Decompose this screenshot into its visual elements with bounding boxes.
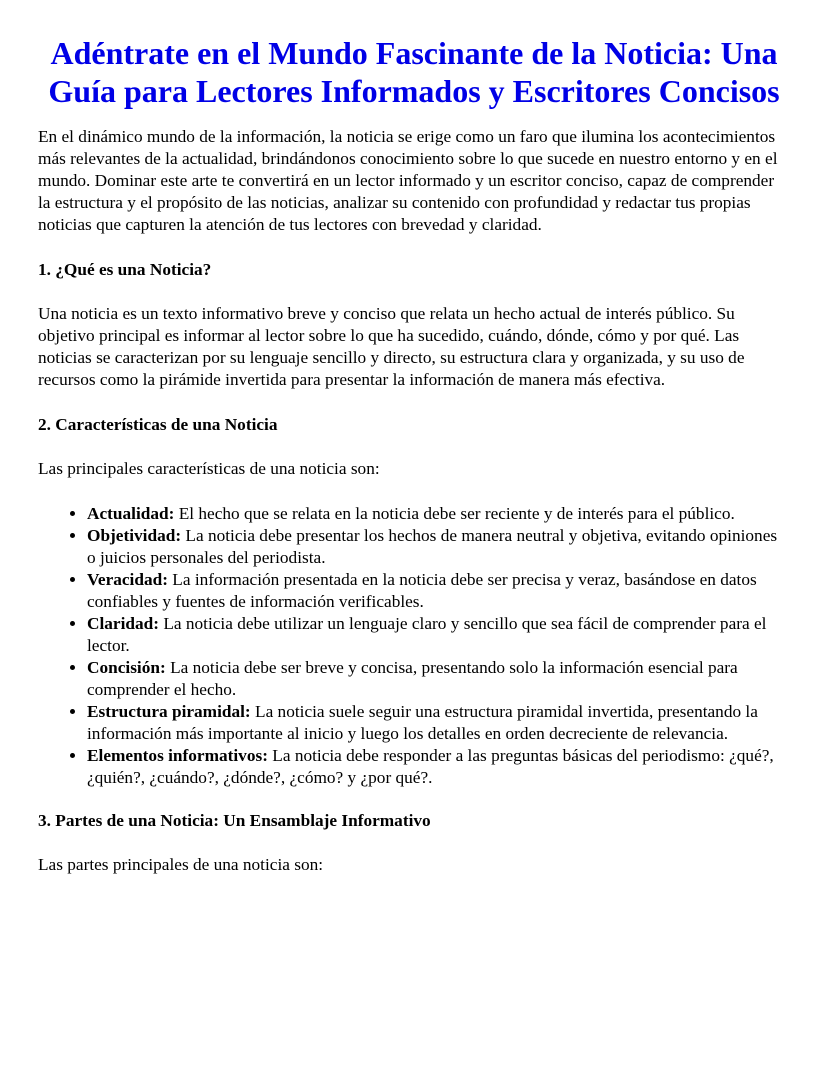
list-item: [87, 613, 790, 657]
section-2-lead: Las principales características de una noticia son:: [38, 459, 380, 478]
section-1-paragraph: Una noticia es un texto informativo breve y conciso que relata un hecho actual de interés público. Su objetivo principal es informar al lector sobre lo que ha sucedido, cuándo, dónde, cómo y por qué. Las noticias se caracterizan por su lenguaje sencillo y directo, su estructura clara y organizada, y su uso de recursos como la pirámide invertida para presentar la información de manera más efectiva.: [38, 304, 745, 389]
list-item-term: Veracidad:: [87, 570, 168, 589]
page-title: Adéntrate en el Mundo Fascinante de la Noticia: Una Guía para Lectores Informados y Escritores Concisos: [48, 35, 780, 109]
list-item-text: El hecho que se relata en la noticia debe ser reciente y de interés para el público.: [174, 504, 735, 523]
list-item-text: La noticia debe utilizar un lenguaje claro y sencillo que sea fácil de comprender para el lector.: [87, 614, 767, 655]
section-1-heading: 1. ¿Qué es una Noticia?: [38, 260, 212, 279]
list-item-term: Actualidad:: [87, 504, 175, 523]
list-item: [87, 657, 790, 701]
list-item-text: La noticia debe presentar los hechos de manera neutral y objetiva, evitando opiniones o juicios personales del periodista.: [87, 526, 778, 567]
list-item: [87, 745, 790, 789]
list-item: [87, 503, 790, 525]
intro-paragraph: En el dinámico mundo de la información, la noticia se erige como un faro que ilumina los acontecimientos más relevantes de la actualidad, brindándonos conocimiento sobre lo que sucede en nuestro entorno y en el mundo. Dominar este arte te convertirá en un lector informado y un escritor conciso, capaz de comprender la estructura y el propósito de las noticias, analizar su contenido con profundidad y redactar tus propias noticias que capturen la atención de tus lectores con brevedad y claridad.: [38, 127, 778, 234]
list-item-text: La noticia debe responder a las preguntas básicas del periodismo: ¿qué?, ¿quién?, ¿cuándo?, ¿dónde?, ¿cómo? y ¿por qué?.: [87, 746, 774, 787]
section-3-lead: Las partes principales de una noticia son:: [38, 855, 324, 874]
section-2-heading: 2. Características de una Noticia: [38, 415, 278, 434]
section-3-heading: 3. Partes de una Noticia: Un Ensamblaje Informativo: [38, 811, 431, 830]
list-item: [87, 569, 790, 613]
list-item-term: Estructura piramidal:: [87, 702, 251, 721]
list-item-term: Elementos informativos:: [87, 746, 268, 765]
characteristics-list: [38, 503, 790, 789]
list-item-term: Claridad:: [87, 614, 160, 633]
list-item-text: La información presentada en la noticia debe ser precisa y veraz, basándose en datos confiables y fuentes de información verificables.: [87, 570, 757, 611]
list-item: [87, 525, 790, 569]
list-item-text: La noticia suele seguir una estructura piramidal invertida, presentando la información más importante al inicio y luego los detalles en orden decreciente de relevancia.: [87, 702, 758, 743]
list-item-text: La noticia debe ser breve y concisa, presentando solo la información esencial para comprender el hecho.: [87, 658, 738, 699]
list-item-term: Concisión:: [87, 658, 166, 677]
list-item: [87, 701, 790, 745]
list-item-term: Objetividad:: [87, 526, 182, 545]
